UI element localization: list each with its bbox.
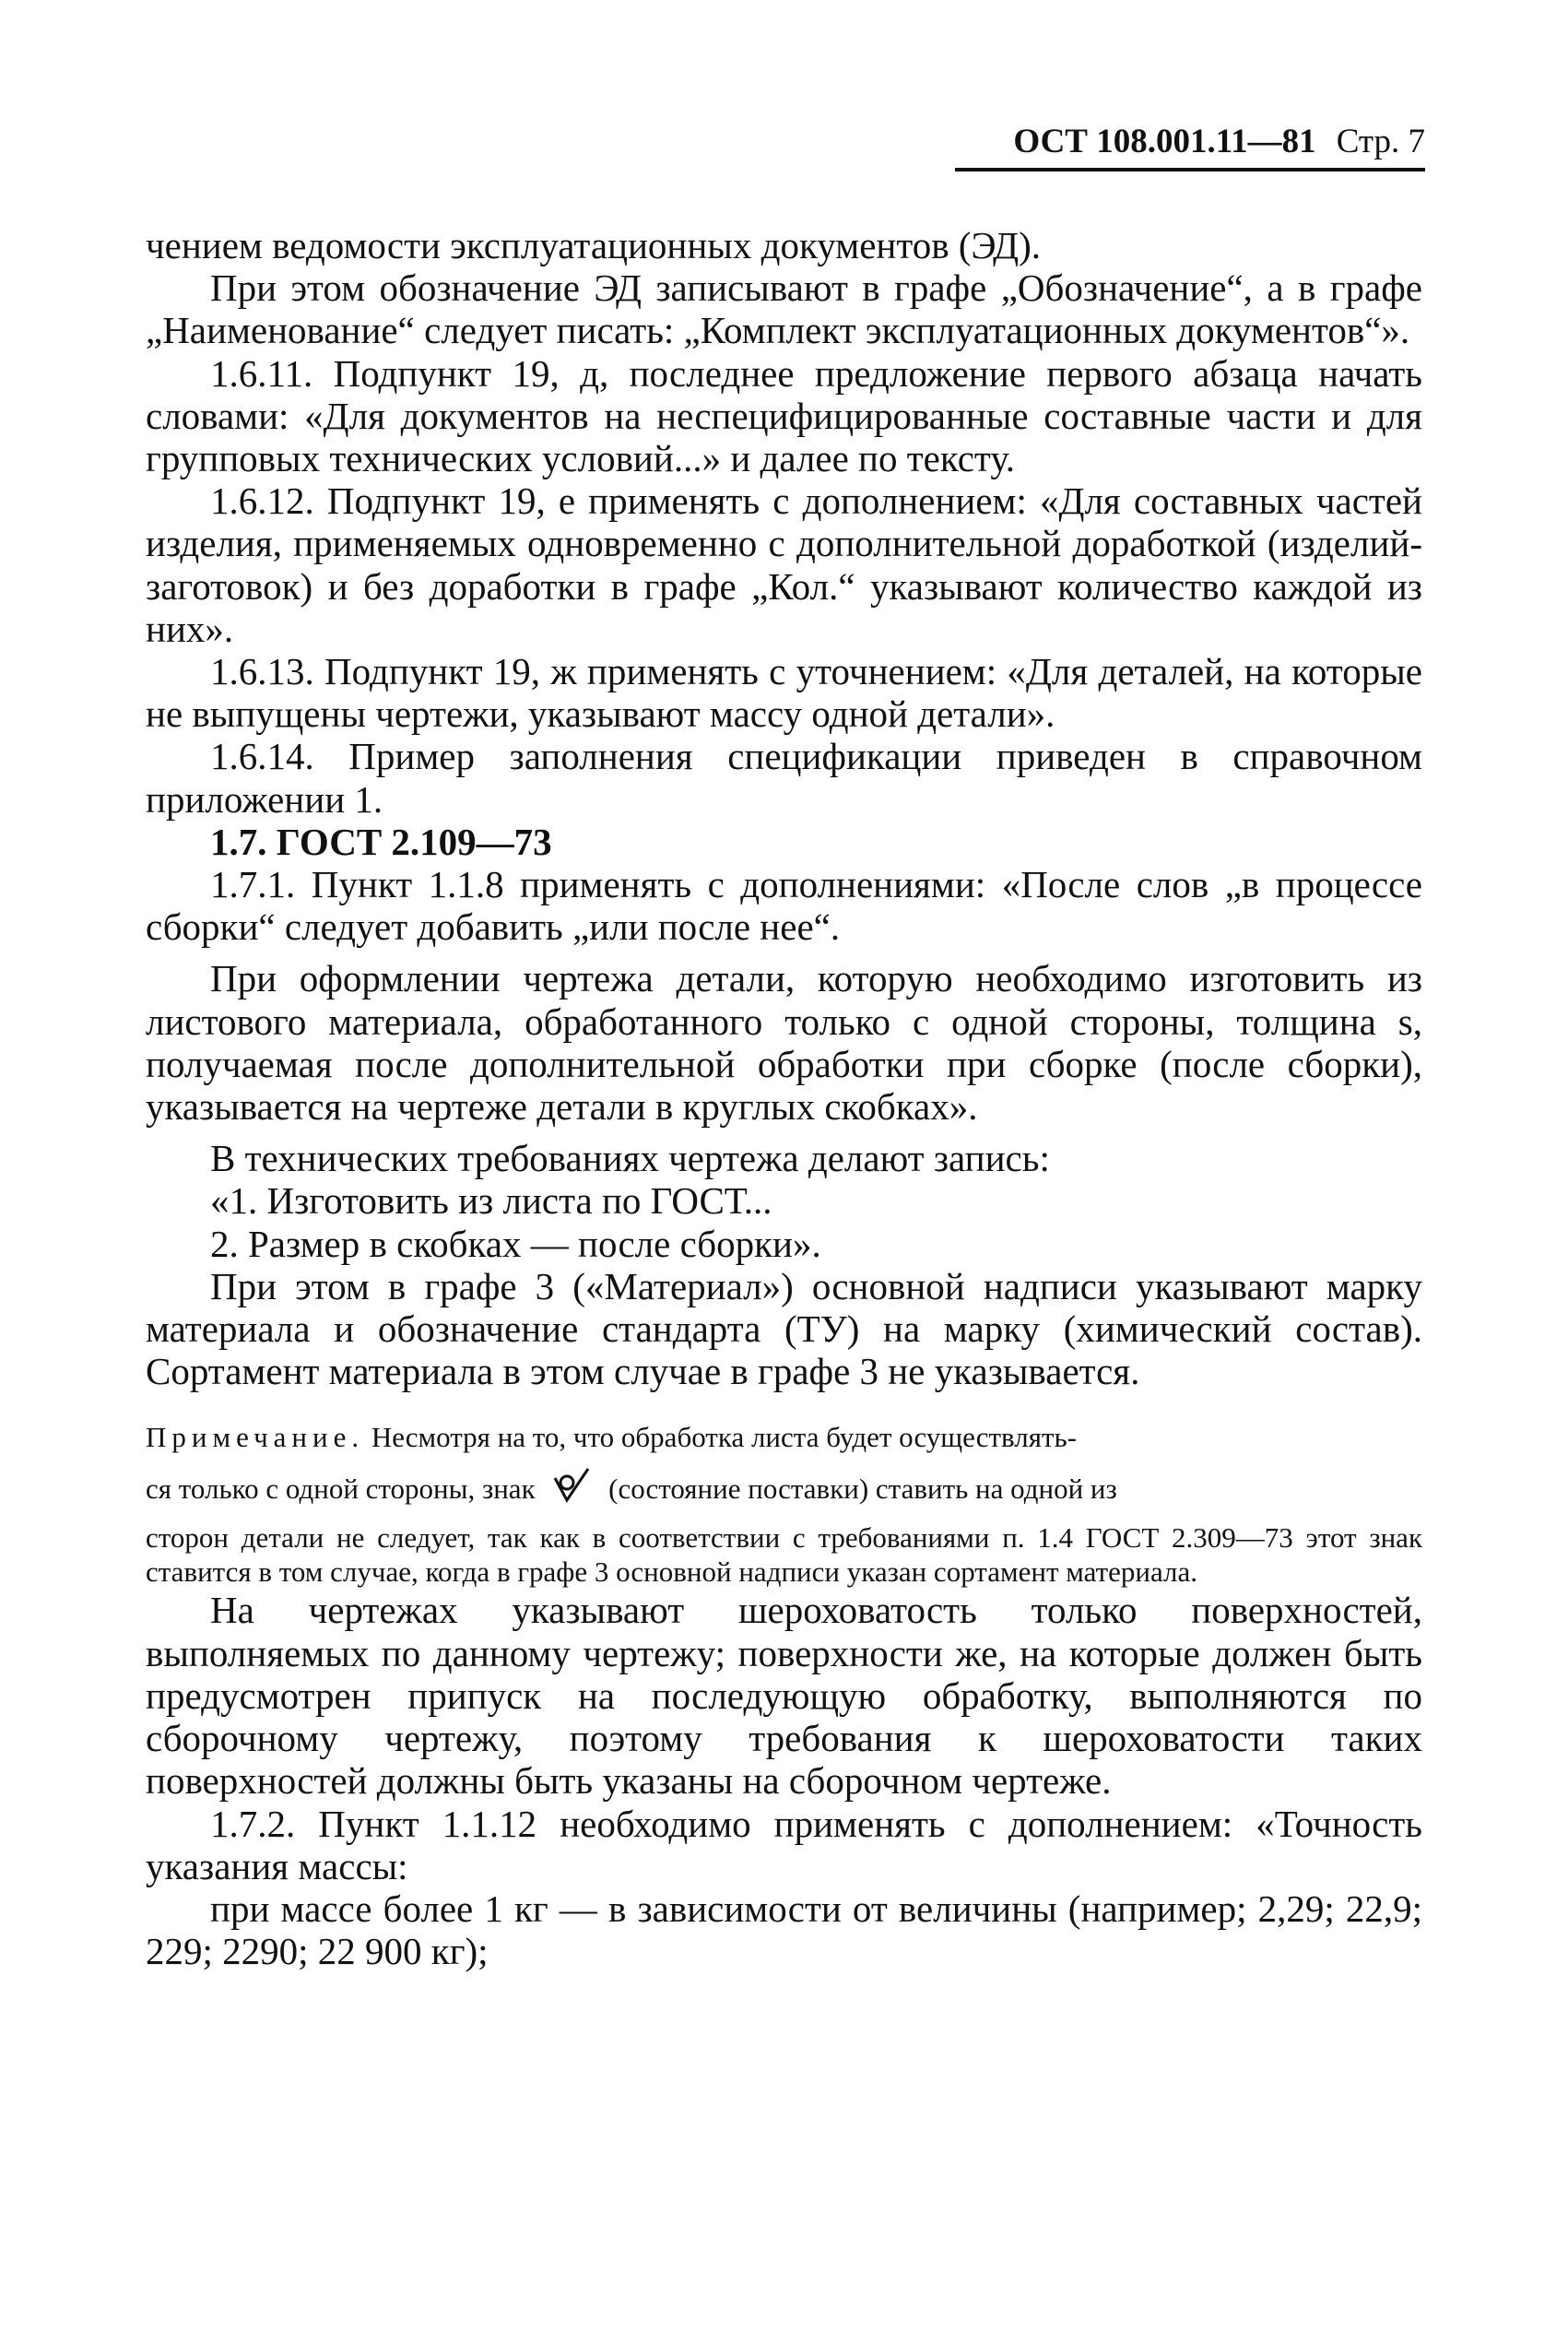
clause-1-7-1: 1.7.1. Пункт 1.1.8 применять с дополнениями: «После слов „в процессе сборки“ следует добавить „или после нее“. [146, 863, 1422, 949]
paragraph: При этом обозначение ЭД записывают в графе „Обозначение“, а в графе „Наименование“ следует писать: „Комплект эксплуатационных документов“». [146, 266, 1422, 352]
note-line-1 [146, 1420, 1422, 1454]
clause-1-7-2: 1.7.2. Пункт 1.1.12 необходимо применять с дополнением: «Точность указания массы: [146, 1802, 1422, 1887]
clause-1-6-13: 1.6.13. Подпункт 19, ж применять с уточнением: «Для деталей, на которые не выпущены чертежи, указывают массу одной детали». [146, 650, 1422, 736]
note-text-2b: (состояние поставки) ставить на одной из [608, 1473, 1117, 1506]
clause-1-6-12: 1.6.12. Подпункт 19, е применять с дополнением: «Для составных частей изделия, применяемых одновременно с дополнительной доработкой (изделий-заготовок) и без доработки в графе „Кол.“ указывают количество каждой из них». [146, 479, 1422, 650]
clause-1-6-11: 1.6.11. Подпункт 19, д, последнее предложение первого абзаца начать словами: «Для документов на неспецифицированные составные части и для групповых технических условий...» и далее по тексту. [146, 351, 1422, 480]
document-body [146, 224, 1422, 1972]
paragraph: при массе более 1 кг — в зависимости от величины (например; 2,29; 22,9; 229; 2290; 22 900 кг); [146, 1886, 1422, 1973]
note-line-2 [146, 1467, 1422, 1508]
note-rest: сторон детали не следует, так как в соответствии с требованиями п. 1.4 ГОСТ 2.309—73 этот знак ставится в том случае, когда в графе 3 основной надписи указан сортамент материала. [146, 1521, 1422, 1589]
note-text-1: Несмотря на то, что обработка листа будет осуществлять- [371, 1421, 1077, 1454]
note-lead: Примечание. [146, 1421, 365, 1454]
list-item: «1. Изготовить из листа по ГОСТ... [210, 1179, 772, 1223]
page-header [1013, 122, 1425, 161]
list-item: 2. Размер в скобках — после сборки». [210, 1222, 821, 1265]
paragraph: При оформлении чертежа детали, которую необходимо изготовить из листового материала, обработанного только с одной стороны, толщина s, получаемая после дополнительной обработки при сборке (после сборки), указывается на чертеже детали в круглых скобках». [146, 957, 1422, 1129]
standard-number: ОСТ 108.001.11—81 [1013, 123, 1316, 160]
page-number: Стр. 7 [1336, 123, 1425, 160]
note-text-2a: ся только с одной стороны, знак [146, 1473, 536, 1506]
paragraph: чением ведомости эксплуатационных документов (ЭД). [146, 224, 1041, 266]
note-block [146, 1420, 1422, 1589]
roughness-symbol-icon [551, 1467, 592, 1508]
header-rule [955, 168, 1425, 171]
paragraph: При этом в графе 3 («Материал») основной надписи указывают марку материала и обозначение стандарта (ТУ) на марку (химический состав). Сортамент материала в этом случае в графе 3 не указывается. [146, 1264, 1422, 1393]
paragraph: В технических требованиях чертежа делают запись: [210, 1137, 1050, 1180]
clause-1-6-14: 1.6.14. Пример заполнения спецификации приведен в справочном приложении 1. [146, 735, 1422, 821]
section-heading-1-7: 1.7. ГОСТ 2.109—73 [210, 820, 552, 863]
paragraph: На чертежах указывают шероховатость только поверхностей, выполняемых по данному чертежу; поверхности же, на которые должен быть предусмотрен припуск на последующую обработку, выполняются по сборочному чертежу, поэтому требования к шероховатости таких поверхностей должны быть указаны на сборочном чертеже. [146, 1589, 1422, 1803]
